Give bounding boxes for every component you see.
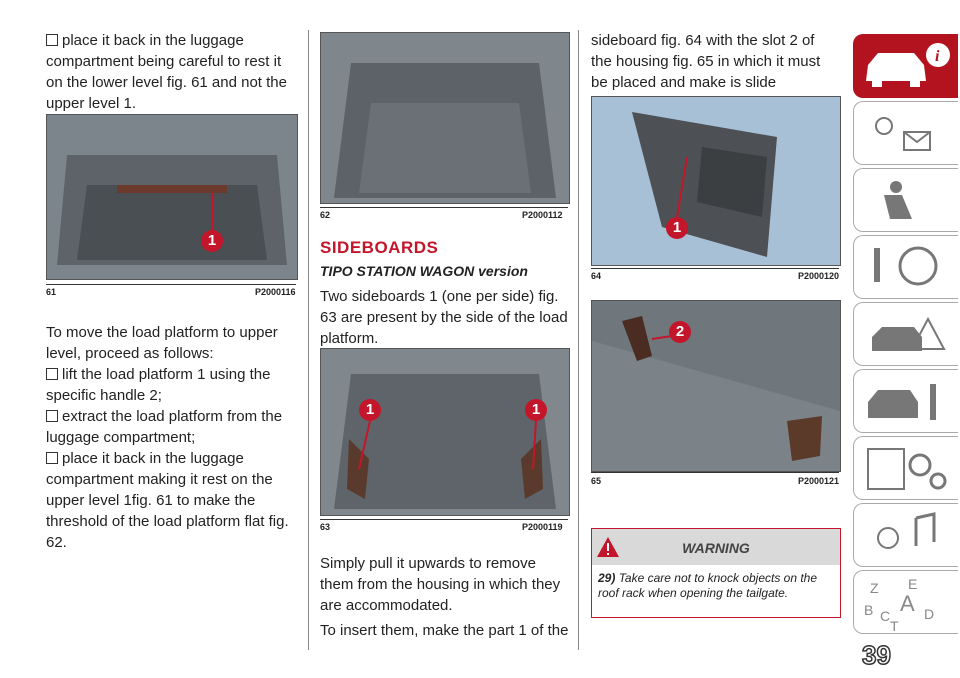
tab-multimedia[interactable] [853,503,958,567]
figure-65-housing-photo [591,300,841,472]
breakdown-icon [854,303,958,365]
callout-1-left: 1 [359,399,381,421]
column-2-text [320,286,570,349]
figure-code: P2000120 [798,271,840,281]
caption-rule [320,519,568,520]
trunk-illustration [321,349,569,515]
figure-number: 65 [591,476,602,486]
figure-number: 61 [46,287,57,297]
caption-rule [320,207,568,208]
bullet-item: place it back in the luggage compartment making it rest on the upper level 1fig. 61 to make the threshold of the load platform flat fig. 62. [46,450,289,551]
figure-code: P2000116 [255,287,296,297]
warning-box [591,528,841,618]
warning-text: 29) Take care not to knock objects on the roof rack when opening the tailgate. [598,571,818,600]
callout-1-right: 1 [525,399,547,421]
callout-1: 1 [666,217,688,239]
checkbox-bullet-icon [46,452,58,464]
figure-62-trunk-photo [320,32,570,204]
car-maintenance-icon [854,370,958,432]
index-letter-z: Z [870,580,879,596]
figure-code: P2000121 [798,476,840,486]
callout-2: 2 [669,321,691,343]
figure-code: P2000119 [522,522,563,532]
bullet-item: extract the load platform from the luggage compartment; [46,408,283,446]
column-1-lower [46,322,298,553]
column-1 [46,30,296,114]
bullet-item: lift the load platform 1 using the specific handle 2; [46,366,271,404]
column-divider [578,30,579,650]
seat-safety-icon [854,169,958,231]
figure-code: P2000112 [522,210,563,220]
caption-rule [46,284,296,285]
tab-steering-key[interactable] [853,235,958,299]
callout-1: 1 [201,230,223,252]
caption-rule [591,472,839,473]
index-letter-e: E [908,576,918,592]
column-2-lower [320,553,570,641]
index-letter-t: T [890,618,899,633]
trunk-illustration [321,33,569,203]
index-letter-c: C [880,608,891,624]
checkbox-bullet-icon [46,34,58,46]
index-letter-d: D [924,606,935,622]
index-letter-a: A [900,591,915,616]
warning-title: WARNING [682,540,750,556]
tab-car-info[interactable] [853,34,958,98]
paragraph [46,30,296,114]
paragraph: Two sideboards 1 (one per side) fig. 63 are present by the side of the load platform. [320,288,568,347]
section-subheading: TIPO STATION WAGON version [320,263,528,279]
alphabetical-index-icon [854,571,958,633]
warning-header [592,529,840,565]
paragraph: To insert them, make the part 1 of the [320,622,569,639]
caption-rule [591,268,839,269]
figure-63-trunk-photo [320,348,570,516]
housing-illustration [592,301,840,471]
trunk-illustration [47,115,297,279]
steering-wheel-key-icon [854,236,958,298]
figure-61-trunk-photo [46,114,298,280]
tab-maintenance[interactable] [853,369,958,433]
checkbox-bullet-icon [46,410,58,422]
tab-breakdown[interactable] [853,302,958,366]
tab-specifications[interactable] [853,436,958,500]
figure-64-sideboard-photo [591,96,841,266]
paragraph: Simply pull it upwards to remove them from the housing in which they are accommodated. [320,555,561,614]
tab-warning-lights[interactable] [853,101,958,165]
checkbox-bullet-icon [46,368,58,380]
car-info-icon [854,35,958,97]
section-heading: SIDEBOARDS [320,238,439,257]
column-divider [308,30,309,650]
warning-lights-icon [854,102,958,164]
sideboard-illustration [592,97,840,265]
page-number: 39 [862,640,891,670]
paragraph: sideboard fig. 64 with the slot 2 of the housing fig. 65 in which it must be placed and make is slide [591,32,821,91]
svg-text:i: i [935,48,940,65]
paragraph: To move the load platform to upper level, proceed as follows: [46,324,278,362]
figure-number: 62 [320,210,331,220]
tab-alphabetical-index[interactable] [853,570,958,634]
figure-number: 63 [320,522,331,532]
specifications-icon [854,437,958,499]
multimedia-icon [854,504,958,566]
text: place it back in the luggage compartment being careful to rest it on the lower level fig. 61 and not the upper level 1. [46,32,287,112]
figure-number: 64 [591,271,602,281]
tab-seat-safety[interactable] [853,168,958,232]
index-letter-b: B [864,602,874,618]
